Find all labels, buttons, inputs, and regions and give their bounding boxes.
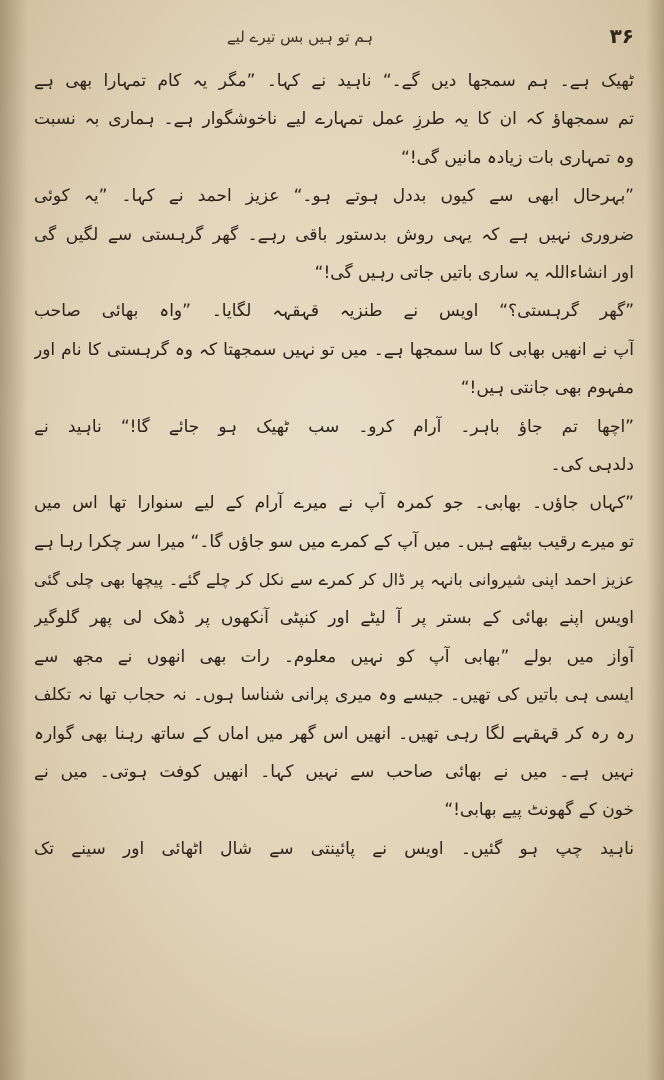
text-line: ناہید چپ ہو گئیں۔ اویس نے پائینتی سے شال اٹھائی اور سینے تک [34,838,634,859]
text-line: نہیں ہے۔ میں نے بھائی صاحب سے نہیں کہا۔ انھیں کوفت ہوتی۔ میں نے [34,762,634,783]
text-line: آواز میں بولے ”بھابی آپ کو نہیں معلوم۔ رات بھی انھوں نے مجھ سے [34,646,634,667]
text-line: اور انشاءاللہ یہ ساری باتیں جاتی رہیں گی!“ [314,262,634,283]
text-line: ”اچھا تم جاؤ باہر۔ آرام کرو۔ سب ٹھیک ہو جائے گا!“ ناہید نے [34,416,634,437]
text-line: دلدہی کی۔ [550,454,634,475]
text-line: اویس اپنے بھائی کے بستر پر آ لیٹے اور کنپٹی آنکھوں پر ڈھک لی پھر گلوگیر [34,608,634,629]
text-line: مفہوم بھی جانتی ہیں!“ [460,378,634,399]
page-number: ۳۶ [609,24,634,48]
text-line: خون کے گھونٹ پیے بھابی!“ [444,800,634,821]
text-line: رہ رہ کر قہقہے لگا رہی تھیں۔ انھیں اس گھر میں اماں کے ساتھ رہنا بھی گوارہ [34,723,634,744]
body-text [34,62,634,868]
text-line: آپ نے انھیں بھابی کا سا سمجھا ہے۔ میں تو نہیں سمجھتا کہ وہ گرہستی کا نام اور [34,339,634,360]
text-line: ”کہاں جاؤں۔ بھابی۔ جو کمرہ آپ نے میرے آرام کے لیے سنوارا تھا اس میں [34,493,634,514]
text-line: ”بہرحال ابھی سے کیوں بددل ہوتے ہو۔“ عزیز احمد نے کہا۔ ”یہ کوئی [34,186,634,207]
text-line: تم سمجھاؤ کہ ان کا یہ طرزِ عمل تمہارے لیے ناخوشگوار ہے۔ ہماری بہ نسبت [34,109,634,130]
text-line: وہ تمہاری بات زیادہ مانیں گی!“ [401,147,634,168]
text-line: ضروری نہیں ہے کہ یہی روش بدستور باقی رہے۔ گھر گرہستی سے لگیں گی [34,224,634,245]
text-line: ”گھر گرہستی؟“ اویس نے طنزیہ قہقہہ لگایا۔ ”واہ بھائی صاحب [34,301,634,322]
text-line: عزیز احمد اپنی شیروانی بانہہ پر ڈال کر کمرے سے نکل کر چلے گئے۔ پیچھا بھی چلی گئی [34,570,634,590]
running-header: ہم تو ہیں بس تیرے لیے [226,28,374,46]
text-line: ایسی ہی باتیں کی تھیں۔ جیسے وہ میری پرانی شناسا ہوں۔ نہ حجاب تھا نہ تکلف [34,685,634,706]
text-line: ٹھیک ہے۔ ہم سمجھا دیں گے۔“ ناہید نے کہا۔ ”مگر یہ کام تمہارا بھی ہے [34,71,634,91]
text-line: تو میرے رقیب بیٹھے ہیں۔ میں آپ کے کمرے میں سو جاؤں گا۔“ میرا سر چکرا رہا ہے [34,531,634,552]
